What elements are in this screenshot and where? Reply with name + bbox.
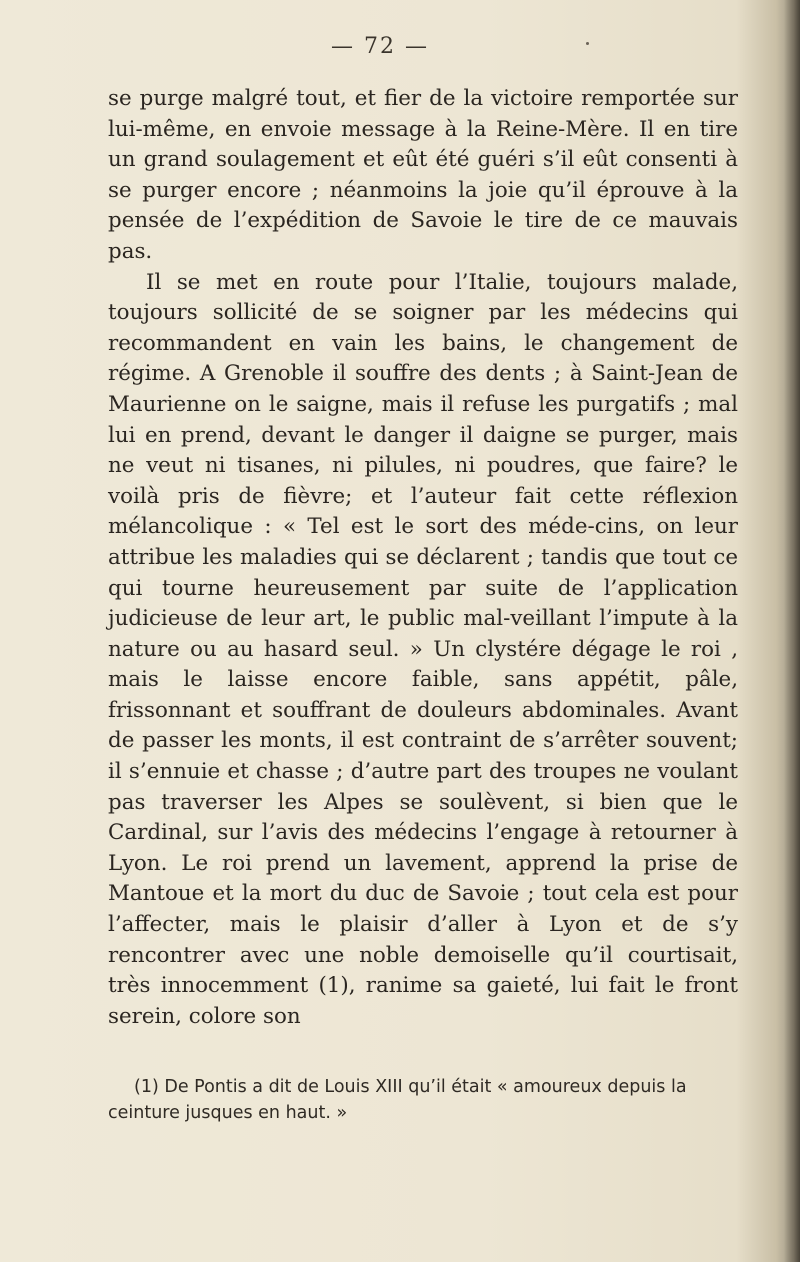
paragraph-2: Il se met en route pour l’Italie, toujours malade, toujours sollicité de se soigner par les médecins qui recommandent en vain les bains, le changement de régime. A Grenoble il souffre des dents ; à Saint-Jean de Maurienne on le saigne, mais il refuse les purgatifs ; mal lui en prend, devant le danger il daigne se purger, mais ne veut ni tisanes, ni pilules, ni poudres, que faire? le voilà pris de fièvre; et l’auteur fait cette réflexion mélancolique : « Tel est le sort des méde-cins, on leur attribue les maladies qui se déclarent ; tandis que tout ce qui tourne heureusement par suite de l’application judicieuse de leur art, le public mal-veillant l’impute à la nature ou au hasard seul. » Un clystére dégage le roi , mais le laisse encore faible, sans appétit, pâle, frissonnant et souffrant de douleurs abdominales. Avant de passer les monts, il est contraint de s’arrêter souvent; il s’ennuie et chasse ; d’autre part des troupes ne voulant pas traverser les Alpes se soulèvent, si bien que le Cardinal, sur l’avis des médecins l’engage à retourner à Lyon. Le roi prend un lavement, apprend la prise de Mantoue et la mort du duc de Savoie ; tout cela est pour l’affecter, mais le plaisir d’aller à Lyon et de s’y rencontrer avec une noble demoiselle qu’il courtisait, très innocemment (1), ranime sa gaieté, lui fait le front serein, colore son bbox=[108, 269, 738, 1029]
paragraph-1: se purge malgré tout, et fier de la victoire remportée sur lui-même, en envoie message à la Reine-Mère. Il en tire un grand soulagement et eût été guéri s’il eût consenti à se purger encore ; néanmoins la joie qu’il éprouve à la pensée de l’expédition de Savoie le tire de ce mauvais pas. bbox=[108, 86, 738, 264]
footnote bbox=[108, 1074, 738, 1126]
page-number: — 72 — bbox=[331, 34, 429, 59]
page-edge-shadow bbox=[784, 0, 800, 1262]
footnote-text: (1) De Pontis a dit de Louis XIII qu’il était « amoureux depuis la ceinture jusques en haut. » bbox=[108, 1077, 687, 1123]
body-text bbox=[108, 84, 738, 1032]
